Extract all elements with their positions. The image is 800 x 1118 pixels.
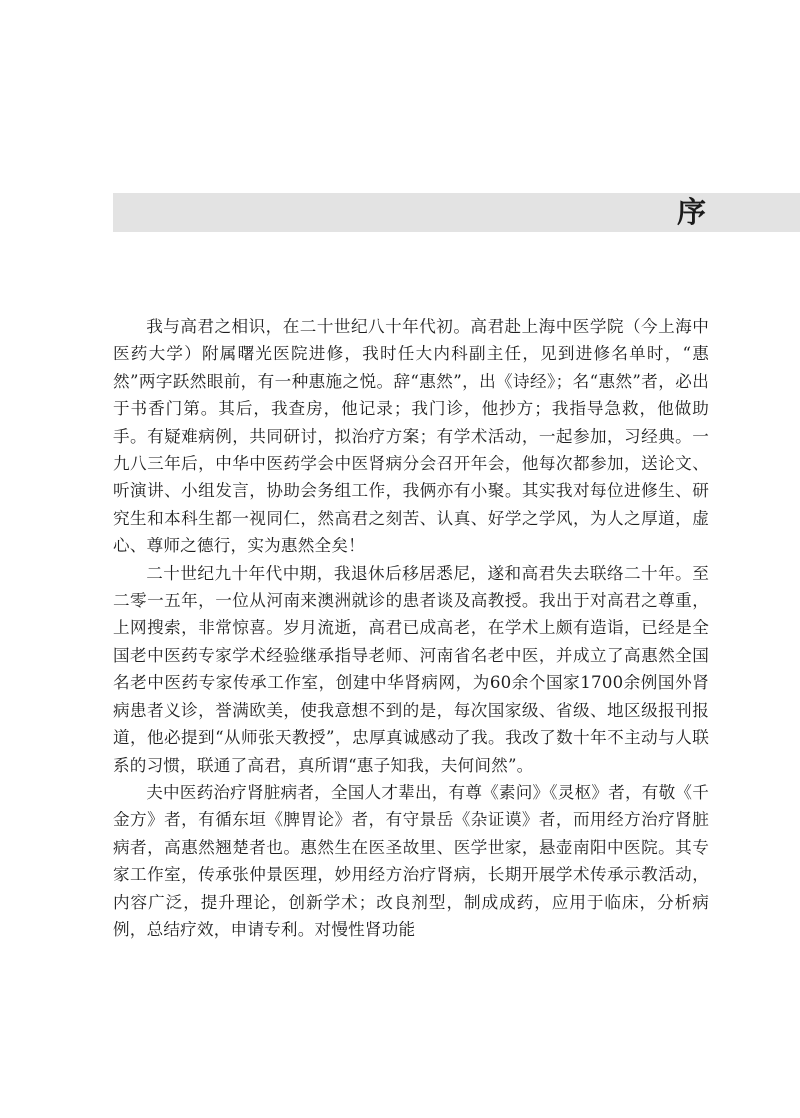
paragraph-1: 我与高君之相识，在二十世纪八十年代初。高君赴上海中医学院（今上海中医药大学）附属曙光医院进修，我时任大内科副主任，见到进修名单时，“惠然”两字跃然眼前，有一种惠施之悦。辞“惠然”，出《诗经》；名“惠然”者，必出于书香门第。其后，我查房，他记录；我门诊，他抄方；我指导急救，他做助手。有疑难病例，共同研讨，拟治疗方案；有学术活动，一起参加，习经典。一九八三年后，中华中医药学会中医肾病分会召开年会，他每次都参加，送论文、听演讲、小组发言，协助会务组工作，我俩亦有小聚。其实我对每位进修生、研究生和本科生都一视同仁，然高君之刻苦、认真、好学之学风，为人之厚道，虚心、尊师之德行，实为惠然全矣！ <box>113 317 709 556</box>
paragraph-3: 夫中医药治疗肾脏病者，全国人才辈出，有尊《素问》《灵枢》者，有敬《千金方》者，有循东垣《脾胃论》者，有守景岳《杂证谟》者，而用经方治疗肾脏病者，高惠然翘楚者也。惠然生在医圣故里、医学世家，悬壶南阳中医院。其专家工作室，传承张仲景医理，妙用经方治疗肾病，长期开展学术传承示教活动，内容广泛，提升理论，创新学术；改良剂型，制成成药，应用于临床，分析病例，总结疗效，申请专利。对慢性肾功能 <box>113 782 709 939</box>
page-title: 序 <box>676 195 706 229</box>
body-text <box>113 313 709 943</box>
title-band <box>113 193 800 232</box>
paragraph-2: 二十世纪九十年代中期，我退休后移居悉尼，遂和高君失去联络二十年。至二零一五年，一位从河南来澳洲就诊的患者谈及高教授。我出于对高君之尊重，上网搜索，非常惊喜。岁月流逝，高君已成高老，在学术上颇有造诣，已经是全国老中医药专家学术经验继承指导老师、河南省名老中医，并成立了高惠然全国名老中医药专家传承工作室，创建中华肾病网，为60余个国家1700余例国外肾病患者义诊，誉满欧美，使我意想不到的是，每次国家级、省级、地区级报刊报道，他必提到“从师张天教授”，忠厚真诚感动了我。我改了数十年不主动与人联系的习惯，联通了高君，真所谓“惠子知我，夫何间然”。 <box>113 563 709 775</box>
